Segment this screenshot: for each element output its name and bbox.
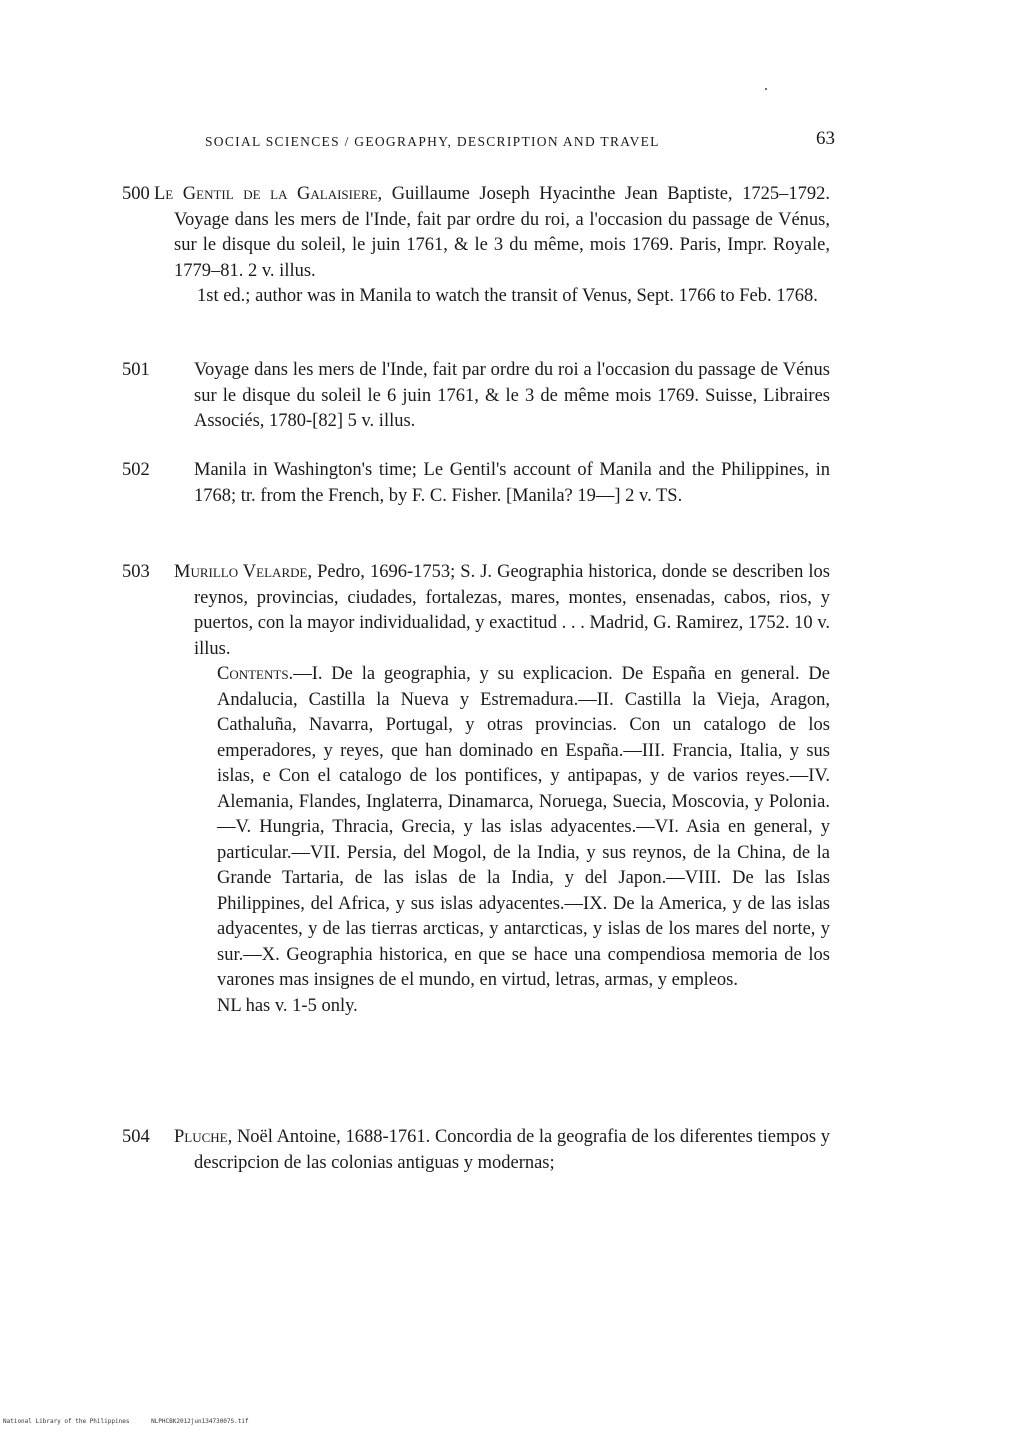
entry-author: Murillo Velarde, (174, 562, 313, 582)
entry-body (174, 560, 830, 1019)
entry-citation (154, 182, 830, 284)
entry-citation (174, 1125, 830, 1176)
entry-number: 500 (122, 184, 150, 204)
entry-body (194, 358, 830, 435)
scan-speck (765, 88, 767, 90)
entry-citation (174, 560, 830, 662)
footer-library: National Library of the Philippines (3, 1418, 130, 1425)
entry-body (174, 1125, 830, 1176)
page-number: 63 (816, 128, 835, 149)
entry-text: Pedro, 1696-1753; S. J. Geographia historica, donde se describen los reynos, provincias, ciudades, fortalezas, mares, montes, ensenadas, cabos, rios, y puertos, con la mayor individualidad, y exactitud . . . Madrid, G. Ramirez, 1752. 10 v. illus. (194, 562, 831, 659)
contents-text: —I. De la geographia, y su explicacion. De España en general. De Andalucia, Castilla la Nueva y Estremadura.—II. Castilla la Vieja, Aragon, Cathaluña, Navarra, Portugal, y otras provincias. Con un catalogo de los emperadores, y reyes, que han dominado en España.—III. Francia, Italia, y sus islas, e Con el catalogo de los pontifices, y antipapas, y de varios reyes.—IV. Alemania, Flandes, Inglaterra, Dinamarca, Noruega, Suecia, Moscovia, y Polonia.—V. Hungria, Thracia, Grecia, y las islas adyacentes.—VI. Asia en general, y particular.—VII. Persia, del Mogol, de la India, y sus reynos, de la China, de la Grande Tartaria, de las islas de la India, y del Japon.—VIII. De las Islas Philippines, del Africa, y sus islas adyacentes.—IX. De la America, y de las islas adyacentes, y de las tierras arcticas, y antarcticas, y islas de los mares del norte, y sur.—X. Geographia historica, en que se hace una compendiosa memoria de los varones mas insignes de el mundo, en virtud, letras, armas, y empleos. (217, 664, 830, 990)
scan-footer (3, 1418, 267, 1425)
entry-number: 501 (122, 360, 150, 380)
contents-label: Contents. (217, 664, 294, 684)
running-header-title: SOCIAL SCIENCES / GEOGRAPHY, DESCRIPTION AND TRAVEL (205, 134, 660, 149)
entry-note: 1st ed.; author was in Manila to watch the transit of Venus, Sept. 1766 to Feb. 1768. (197, 286, 818, 306)
entry-number: 504 (122, 1127, 150, 1147)
entry-number: 503 (122, 562, 150, 582)
entry-body (194, 458, 830, 509)
entry-number: 502 (122, 460, 150, 480)
entry-text: Noël Antoine, 1688-1761. Concordia de la geografia de los diferentes tiempos y descripcion de las colonias antiguas y modernas; (194, 1127, 830, 1173)
running-header (205, 128, 835, 150)
entry-text: Manila in Washington's time; Le Gentil's account of Manila and the Philippines, in 1768; tr. from the French, by F. C. Fisher. [Manila? 19—] 2 v. TS. (194, 460, 830, 506)
entry-contents (174, 662, 830, 994)
entry-author: Le Gentil de la Galaisiere, (154, 184, 383, 204)
footer-filename: NLPHCBK2012jun13473007S.tif (151, 1418, 249, 1425)
entry-note: NL has v. 1-5 only. (217, 995, 358, 1016)
entry-text: Voyage dans les mers de l'Inde, fait par ordre du roi a l'occasion du passage de Vénus sur le disque du soleil le 6 juin 1761, & le 3 de même mois 1769. Suisse, Libraires Associés, 1780-[82] 5 v. illus. (194, 360, 830, 431)
entry-author: Pluche, (174, 1127, 233, 1147)
entry-text: Guillaume Joseph Hyacinthe Jean Baptiste, 1725–1792. Voyage dans les mers de l'Inde, fait par ordre du roi, a l'occasion du passage de Vénus, sur le disque du soleil, le juin 1761, & le 3 du même, mois 1769. Paris, Impr. Royale, 1779–81. 2 v. illus. (174, 184, 830, 281)
entry-body (154, 182, 830, 310)
